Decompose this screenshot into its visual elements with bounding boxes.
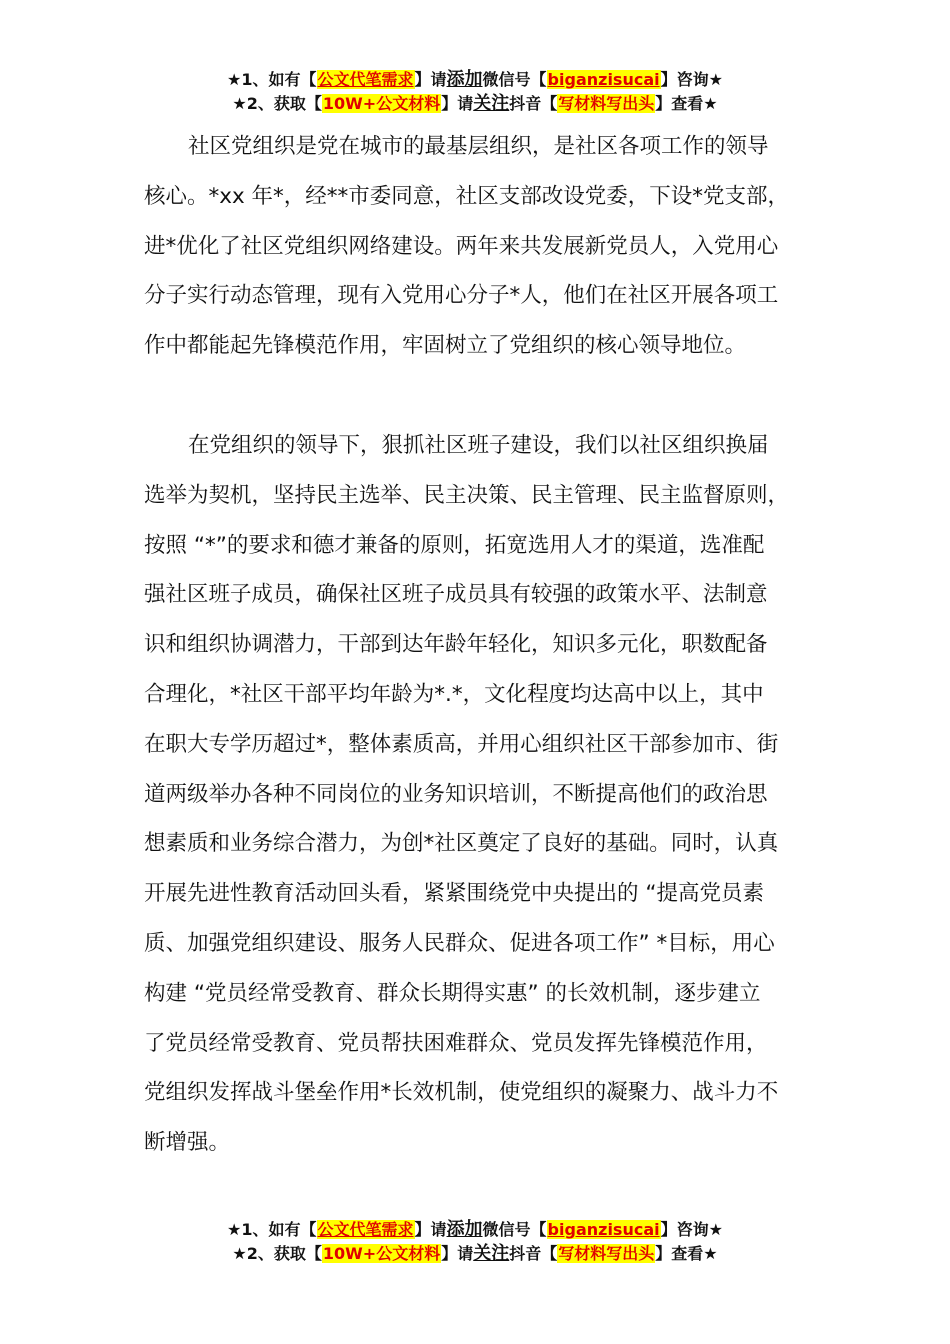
text-line: 开展先进性教育活动回头看，紧紧围绕党中央提出的 “提高党员素 [144, 881, 764, 907]
highlight-douyin-account: 写材料写出头 [558, 1244, 655, 1263]
banner-line-1 [0, 1218, 950, 1242]
emphasis-add: 添加 [446, 1219, 483, 1240]
text-line: 选举为契机，坚持民主选举、民主决策、民主管理、民主监督原则， [144, 482, 790, 508]
text-line: 合理化，*社区干部平均年龄为*.*，文化程度均达高中以上，其中 [144, 681, 764, 707]
text-line: 强社区班子成员，确保社区班子成员具有较强的政策水平、法制意 [144, 582, 768, 608]
highlight-service: 公文代笔需求 [317, 1220, 414, 1239]
text-line: 进*优化了社区党组织网络建设。两年来共发展新党员人，入党用心 [144, 233, 779, 259]
top-banner [0, 68, 950, 116]
banner-line-2 [0, 92, 950, 116]
banner-text: 微信号【 [482, 70, 547, 89]
bottom-banner [0, 1218, 950, 1266]
banner-text: 抖音【 [509, 1244, 558, 1263]
text-line: 分子实行动态管理，现有入党用心分子*人，他们在社区开展各项工 [144, 283, 779, 309]
highlight-service: 公文代笔需求 [317, 70, 414, 89]
text-line: 核心。*xx 年*，经**市委同意，社区支部改设党委，下设*党支部， [144, 183, 790, 209]
banner-text: 】查看★ [655, 94, 718, 113]
banner-text: ★1、如有【 [227, 1220, 317, 1239]
text-line: 社区党组织是党在城市的最基层组织，是社区各项工作的领导 [188, 134, 769, 159]
text-line: 党组织发挥战斗堡垒作用*长效机制，使党组织的凝聚力、战斗力不 [144, 1080, 779, 1106]
text-line: 了党员经常受教育、党员帮扶困难群众、党员发挥先锋模范作用， [144, 1030, 768, 1056]
paragraph-1 [144, 122, 824, 371]
banner-text: 】请 [414, 1220, 447, 1239]
banner-text: 抖音【 [509, 94, 558, 113]
banner-line-1 [0, 68, 950, 92]
banner-text: ★2、获取【 [232, 1244, 322, 1263]
document-body [144, 122, 824, 1168]
banner-text: 】查看★ [655, 1244, 718, 1263]
text-line: 断增强。 [144, 1130, 231, 1156]
banner-text: 】请 [414, 70, 447, 89]
banner-text: 】咨询★ [660, 1220, 723, 1239]
text-line: 在职大专学历超过*，整体素质高，并用心组织社区干部参加市、街 [144, 731, 779, 757]
banner-text: 微信号【 [482, 1220, 547, 1239]
text-line: 想素质和业务综合潜力，为创*社区奠定了良好的基础。同时，认真 [144, 831, 779, 857]
emphasis-add: 添加 [446, 69, 483, 90]
text-line: 作中都能起先锋模范作用，牢固树立了党组织的核心领导地位。 [144, 333, 747, 359]
banner-line-2 [0, 1242, 950, 1266]
highlight-wechat-id: biganzisucai [547, 70, 660, 89]
emphasis-follow: 关注 [473, 93, 510, 114]
text-line: 构建 “党员经常受教育、群众长期得实惠” 的长效机制，逐步建立 [144, 980, 761, 1006]
highlight-douyin-account: 写材料写出头 [558, 94, 655, 113]
emphasis-follow: 关注 [473, 1243, 510, 1264]
text-line: 在党组织的领导下，狠抓社区班子建设，我们以社区组织换届 [188, 432, 769, 458]
text-line: 按照 “*”的要求和德才兼备的原则，拓宽选用人才的渠道，选准配 [144, 532, 765, 558]
banner-text: ★2、获取【 [232, 94, 322, 113]
text-line: 质、加强党组织建设、服务人民群众、促进各项工作” *目标，用心 [144, 930, 775, 956]
banner-text: ★1、如有【 [227, 70, 317, 89]
banner-text: 】咨询★ [660, 70, 723, 89]
text-line: 识和组织协调潜力，干部到达年龄年轻化，知识多元化，职数配备 [144, 632, 768, 658]
banner-text: 】请 [441, 94, 474, 113]
paragraph-gap [144, 371, 824, 421]
paragraph-2 [144, 421, 824, 1168]
text-line: 道两级举办各种不同岗位的业务知识培训，不断提高他们的政治思 [144, 781, 768, 807]
highlight-wechat-id: biganzisucai [547, 1220, 660, 1239]
banner-text: 】请 [441, 1244, 474, 1263]
highlight-materials: 10W+公文材料 [322, 94, 441, 113]
highlight-materials: 10W+公文材料 [322, 1244, 441, 1263]
